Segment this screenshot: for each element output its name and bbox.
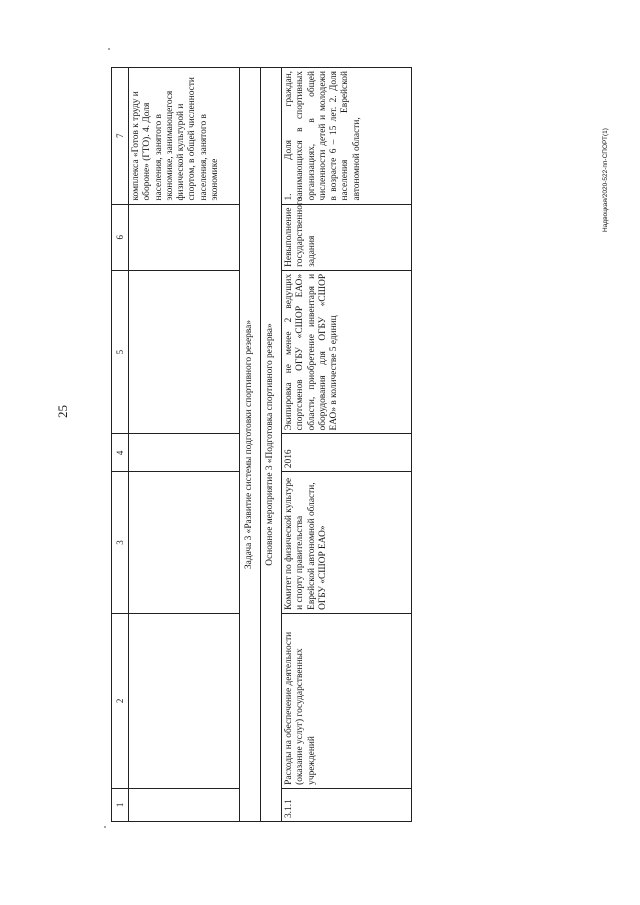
column-number: 3 <box>112 472 129 614</box>
column-number: 6 <box>112 204 129 270</box>
consequence-cell: Невыполнение государственного задания <box>282 204 412 270</box>
column-number: 2 <box>112 613 129 788</box>
year-cell: 2016 <box>282 434 412 472</box>
task-heading: Задача 3 «Развитие системы подготовки спортивного резерва» <box>240 68 261 822</box>
executor-cell: Комитет по физической культуре и спорту правительства Еврейской автономной области, ОГБУ «СШОР ЕАО» <box>282 472 412 614</box>
scan-speck <box>104 826 106 828</box>
empty-cell <box>129 434 240 472</box>
column-number-row <box>112 68 129 822</box>
column-number: 7 <box>112 68 129 205</box>
empty-cell <box>129 613 240 788</box>
event-heading: Основное мероприятие 3 «Подготовка спортивного резерва» <box>261 68 282 822</box>
event-row <box>261 68 282 822</box>
table-row <box>282 68 412 822</box>
expense-cell: Расходы на обеспечение деятельности (оказание услуг) государственных учреждений <box>282 613 412 788</box>
column-number: 1 <box>112 788 129 821</box>
empty-cell <box>129 204 240 270</box>
page-number: 25 <box>55 405 70 418</box>
column-number: 4 <box>112 434 129 472</box>
task-row <box>240 68 261 822</box>
continuation-indicators: комплекса «Готов к труду и обороне» (ГТО). 4. Доля населения, занятого в экономике, занимающегося физической культурой и спортом, в общей численности населения, занятого в экономике <box>129 68 240 205</box>
empty-cell <box>129 472 240 614</box>
empty-cell <box>129 270 240 434</box>
row-number: 3.1.1 <box>282 788 412 821</box>
empty-cell <box>129 788 240 821</box>
continuation-row <box>129 68 240 822</box>
result-cell: Экипировка не менее 2 ведущих спортсменов ОГБУ «СШОР ЕАО» области, приобретение инвентаря и оборудования для ОГБУ «СШОР ЕАО» в количестве 5 единиц <box>282 270 412 434</box>
indicators-cell: 1. Доля граждан, занимающихся в спортивных организациях, в общей численности детей и молодежи в возрасте 6 – 15 лет. 2. Доля населения Еврейской автономной области, <box>282 68 412 205</box>
column-number: 5 <box>112 270 129 434</box>
scan-speck <box>108 48 110 50</box>
plan-table-rotated <box>111 67 412 822</box>
footer-note: Надвоцкая/2020-522-пп-СПОРТ(1) <box>602 128 609 232</box>
plan-table <box>111 67 412 822</box>
